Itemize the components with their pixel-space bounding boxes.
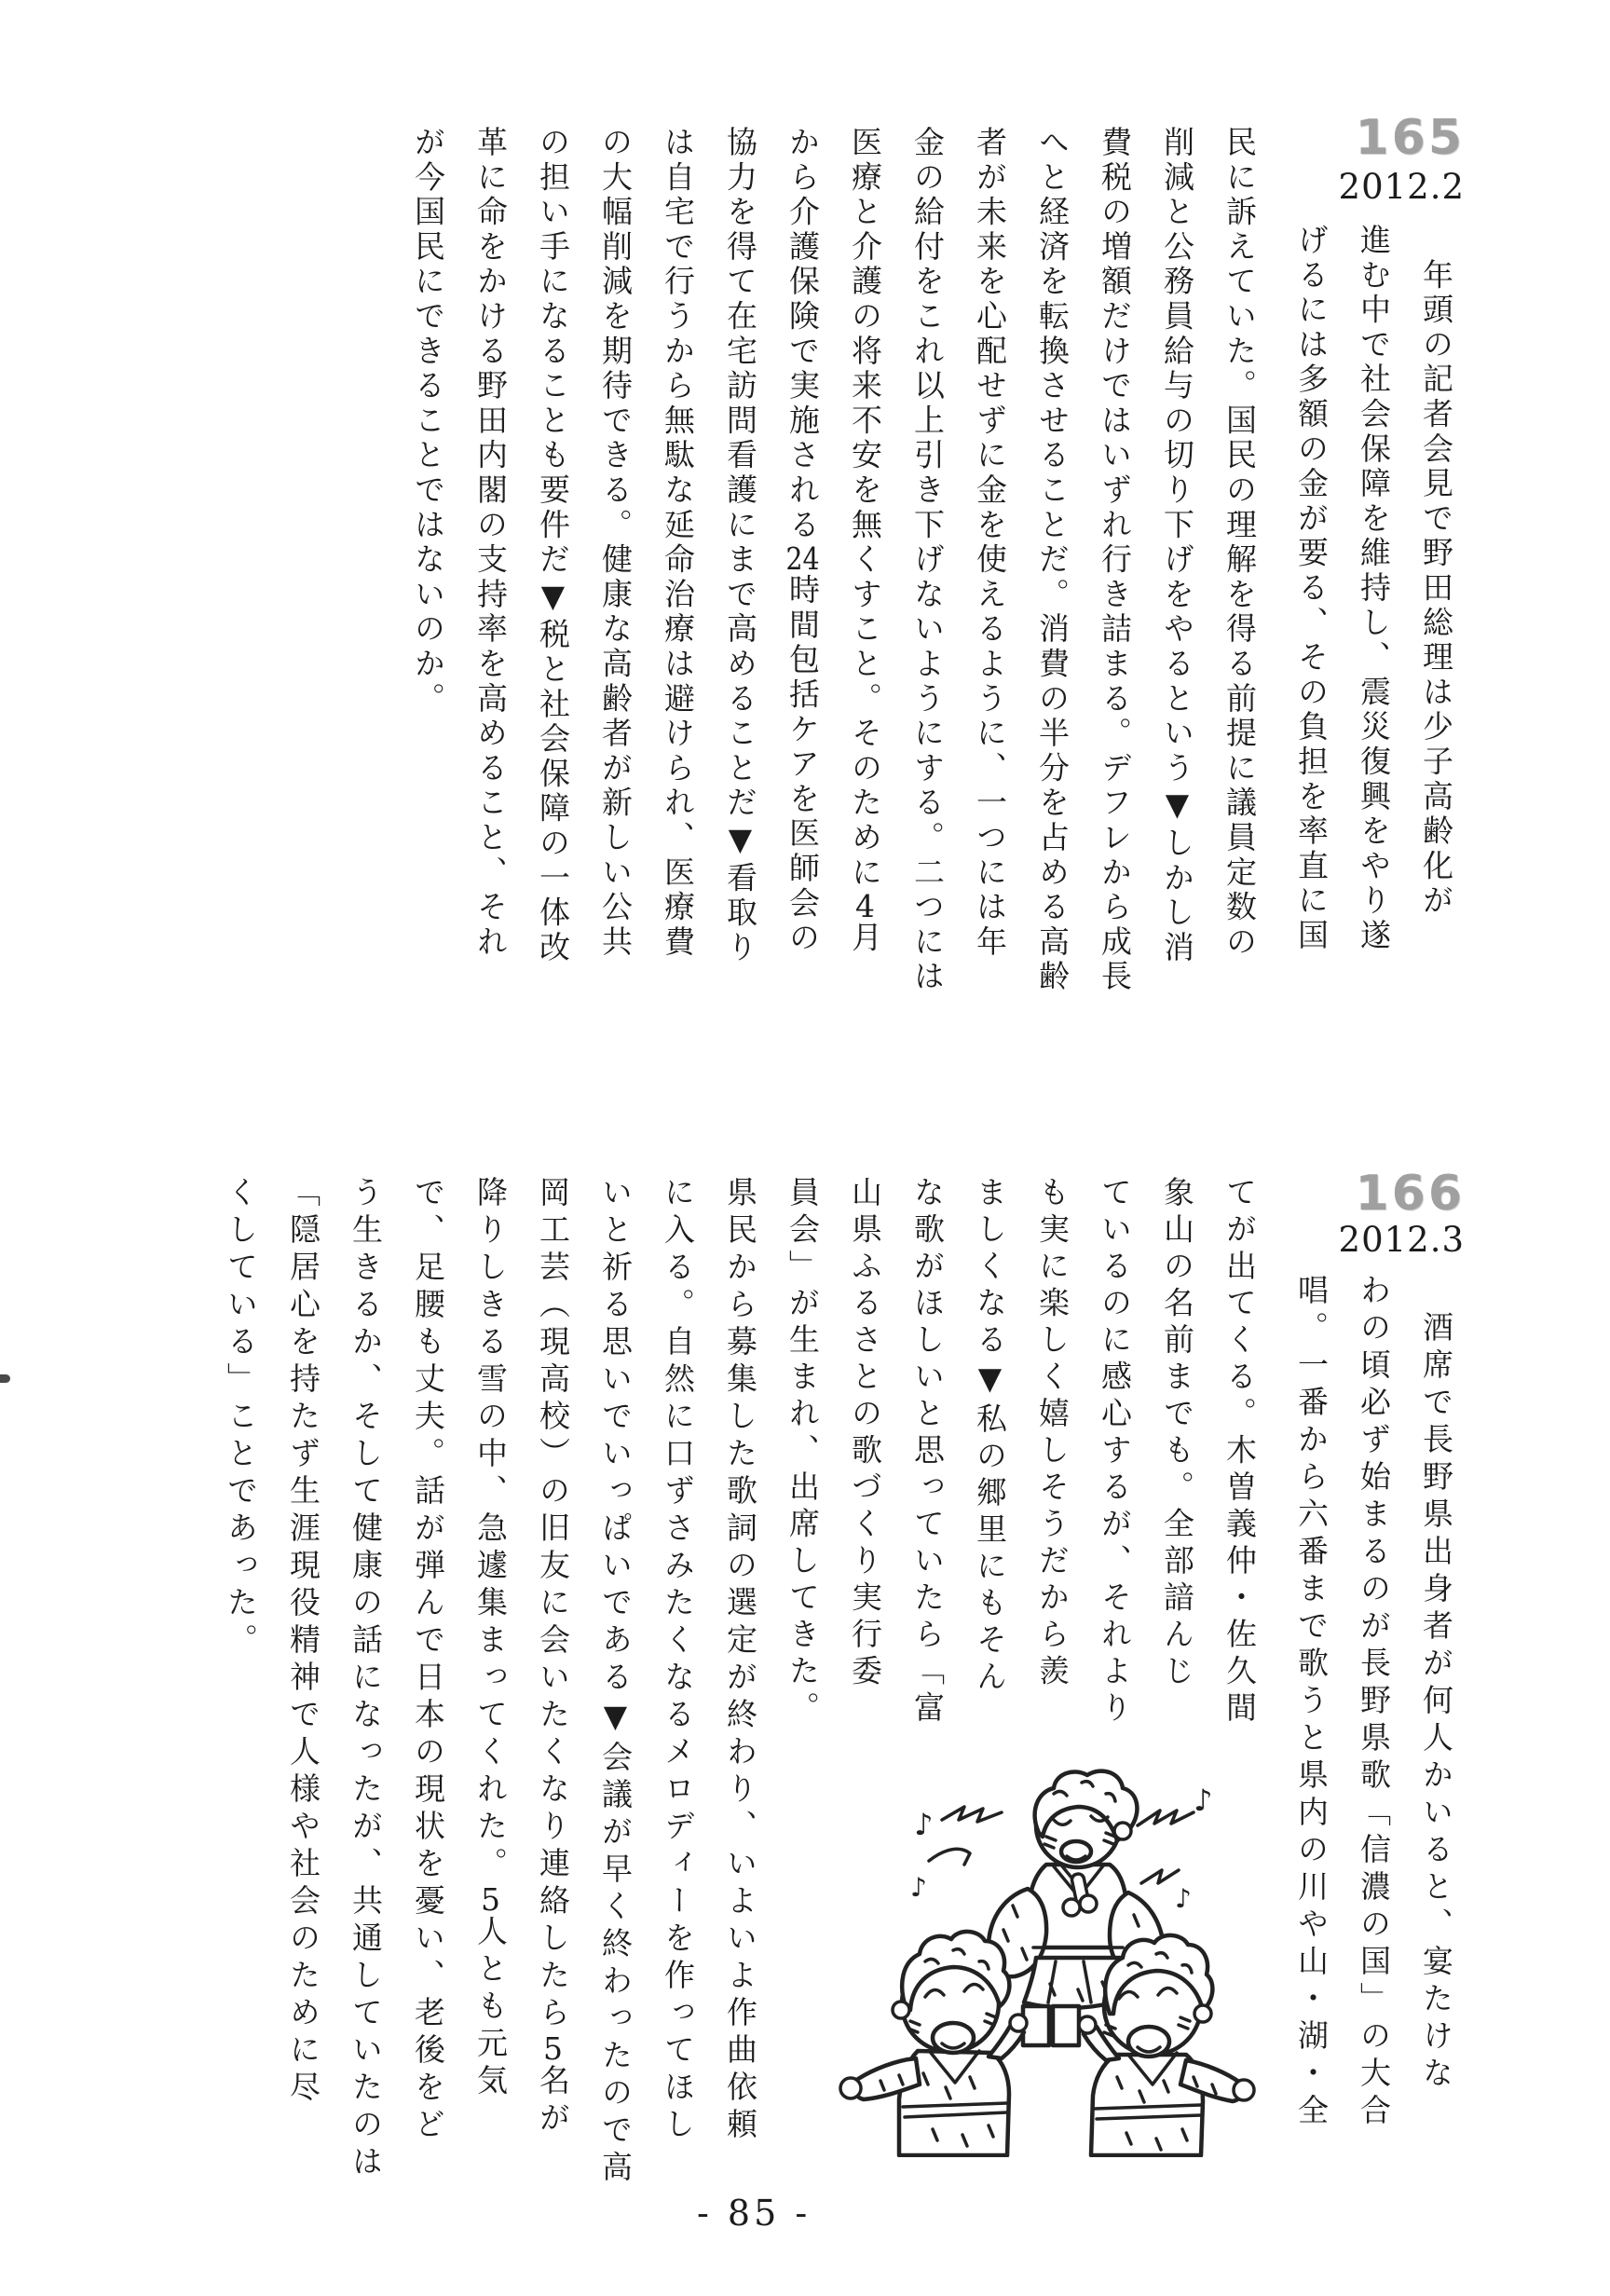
text-column: で、足腰も丈夫。話が弾んで日本の現状を憂い、老後をど — [410, 1176, 446, 2145]
text-column: ているのに感心するが、それより — [1097, 1176, 1133, 1729]
article-number: 166 — [1355, 1166, 1465, 1222]
text-column: 「隠居心を持たず生涯現役精神で人様や社会のために尽 — [285, 1176, 321, 2108]
text-column: 削減と公務員給与の切り下げをやるという▼しかし消 — [1159, 126, 1195, 966]
text-column: の大幅削減を期待できる。健康な高齢者が新しい公共 — [597, 126, 634, 961]
text-column: が今国民にできることではないのか。 — [410, 126, 446, 718]
article-date: 2012.2 — [1338, 167, 1465, 207]
page-number: - 85 - — [697, 2193, 812, 2234]
music-note-icon: ♪ — [914, 1807, 934, 1842]
text-column: 者が未来を心配せずに金を使えるように、一つには年 — [972, 126, 1008, 961]
text-column: 医療と介護の将来不安を無くすこと。そのために4月 — [847, 126, 883, 956]
stand-blocks — [1023, 2006, 1079, 2045]
text-column: の担い手になることも要件だ▼税と社会保障の一体改 — [535, 126, 571, 966]
text-column: へと経済を転換させることだ。消費の半分を占める高齢 — [1034, 126, 1071, 995]
text-column: 民に訴えていた。国民の理解を得る前提に議員定数の — [1221, 126, 1258, 961]
text-column: 費税の増額だけではいずれ行き詰まる。デフレから成長 — [1097, 126, 1133, 995]
text-column: 金の給付をこれ以上引き下げないようにする。二つには — [909, 126, 946, 995]
text-column: 象山の名前までも。全部諳んじ — [1159, 1176, 1195, 1691]
text-column: 降りしきる雪の中、急遽集まってくれた。5人とも元気 — [472, 1176, 509, 2101]
article-date: 2012.3 — [1338, 1220, 1465, 1260]
text-column: に入る。自然に口ずさみたくなるメロディーを作ってほし — [660, 1176, 696, 2145]
text-column: 進む中で社会保障を維持し、震災復興をやり遂 — [1356, 224, 1392, 954]
text-column: な歌がほしいと思っていたら「富 — [909, 1176, 946, 1729]
singing-illustration — [806, 1766, 1258, 2157]
text-column: 年頭の記者会見で野田総理は少子高齢化が — [1418, 224, 1454, 919]
text-column: げるには多額の金が要る、その負担を率直に国 — [1293, 224, 1330, 954]
text-column: 革に命をかける野田内閣の支持率を高めること、それ — [472, 126, 509, 961]
text-column: は自宅で行うから無駄な延命治療は避けられ、医療費 — [660, 126, 696, 961]
text-column: も実に楽しく嬉しそうだから羨 — [1034, 1176, 1071, 1691]
text-column: てが出てくる。木曽義仲・佐久間 — [1221, 1176, 1258, 1729]
article-number: 165 — [1355, 110, 1465, 166]
text-column: くしている」ことであった。 — [223, 1176, 259, 1660]
scan-speck — [0, 1374, 10, 1383]
music-note-icon: ♪ — [1175, 1883, 1192, 1914]
text-column: う生きるか、そして健康の話になったが、共通していたのは — [348, 1176, 384, 2182]
music-note-icon: ♪ — [910, 1872, 927, 1903]
text-column: ましくなる▼私の郷里にもそん — [972, 1176, 1008, 1697]
left-boy-figure — [840, 1932, 1027, 2155]
text-column: わの頃必ず始まるのが長野県歌「信濃の国」の大合 — [1356, 1274, 1392, 2131]
text-column: 岡工芸（現高校）の旧友に会いたくなり連絡したら5名が — [535, 1176, 571, 2139]
text-column: 唱。一番から六番まで歌うと県内の川や山・湖・全 — [1293, 1274, 1330, 2131]
text-column: 協力を得て在宅訪問看護にまで高めることだ▼看取り — [722, 126, 758, 966]
text-column: 山県ふるさとの歌づくり実行委 — [847, 1176, 883, 1691]
text-column: 県民から募集した歌詞の選定が終わり、いよいよ作曲依頼 — [722, 1176, 758, 2145]
music-notes-left — [910, 1807, 1002, 1903]
text-column: 酒席で長野県出身者が何人かいると、宴たけな — [1418, 1274, 1454, 2094]
text-column: 員会」が生まれ、出席してきた。 — [785, 1176, 821, 1729]
text-column: から介護保険で実施される24時間包括ケアを医師会の — [785, 126, 821, 956]
text-column: いと祈る思いでいっぱいである▼会議が早く終わったので高 — [597, 1176, 634, 2188]
music-note-icon: ♪ — [1194, 1783, 1213, 1818]
music-notes-right — [1138, 1783, 1212, 1914]
